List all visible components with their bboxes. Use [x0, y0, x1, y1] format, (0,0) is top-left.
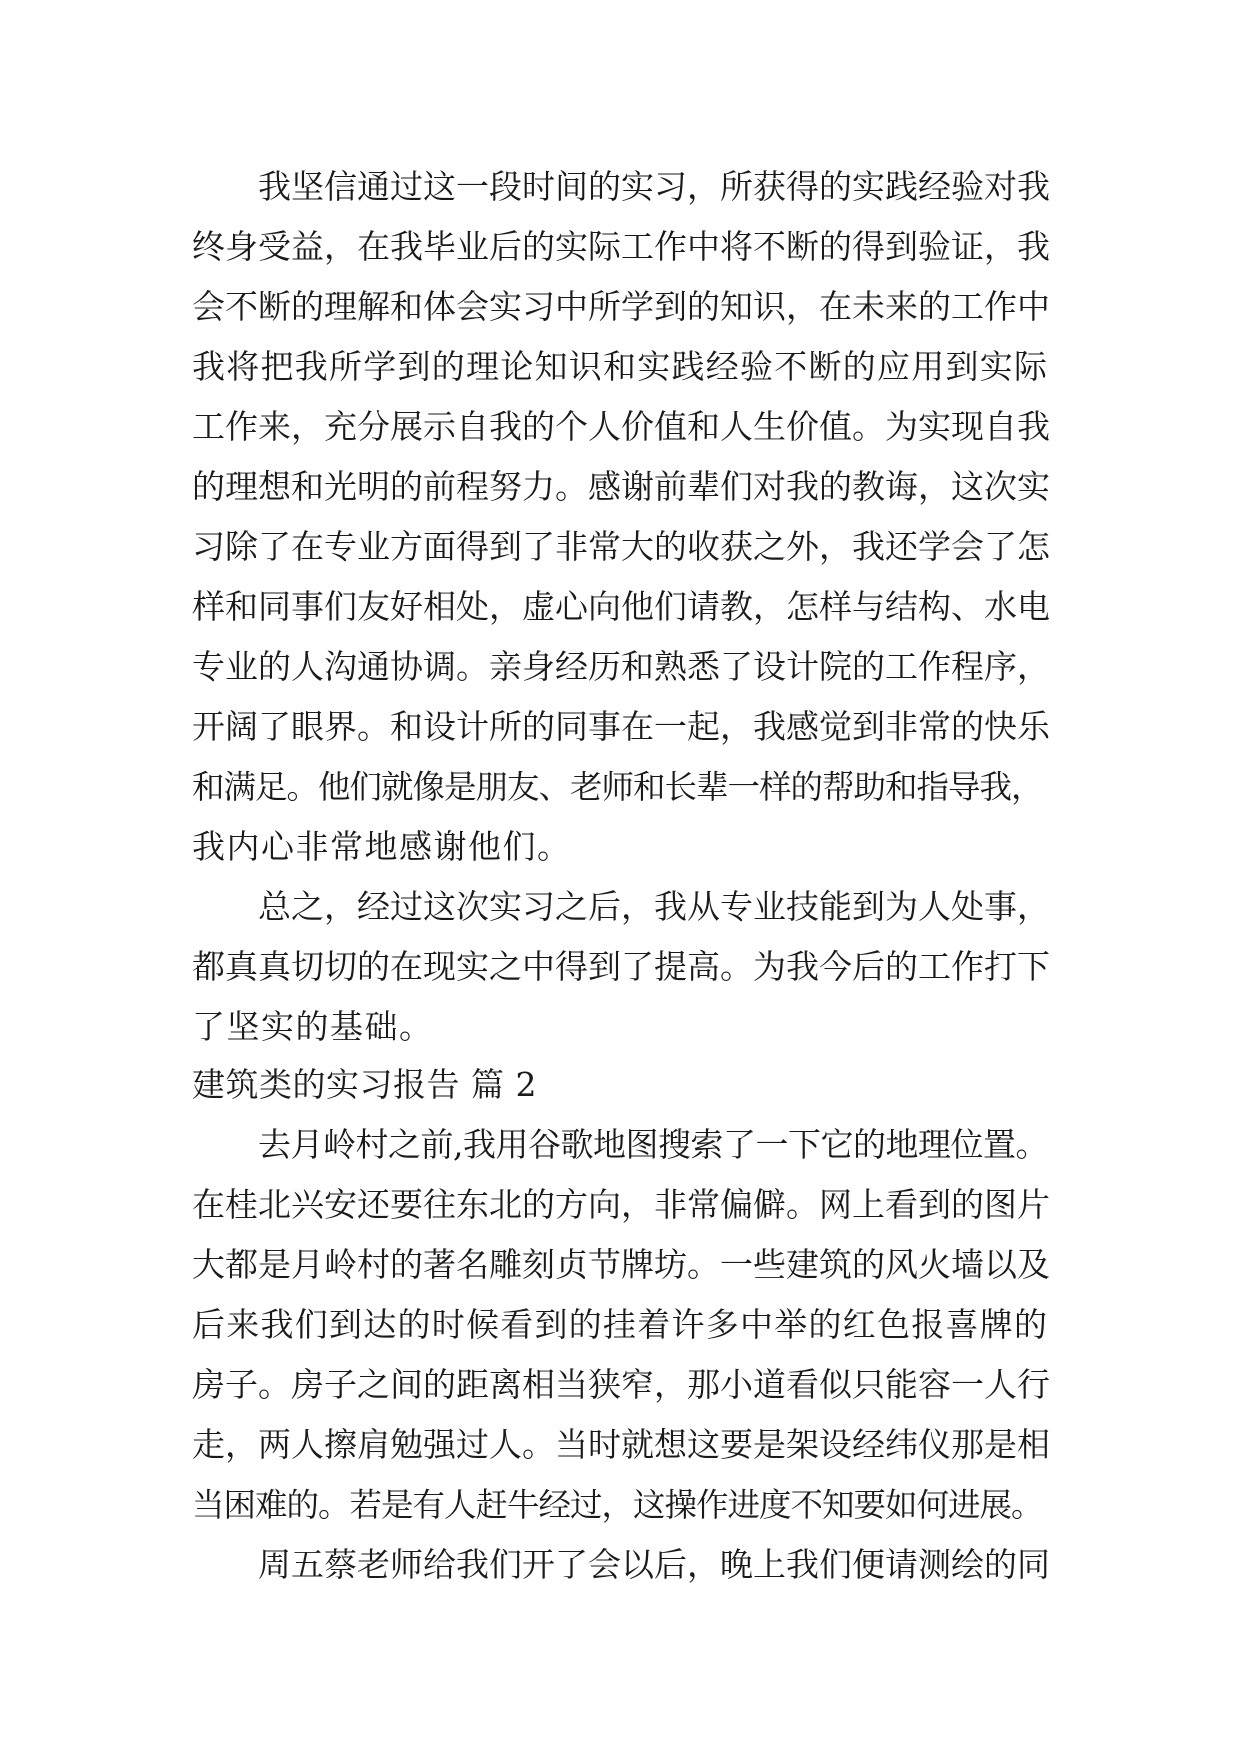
paragraph-line: 习除了在专业方面得到了非常大的收获之外，我还学会了怎 [192, 527, 1050, 566]
paragraph-line: 我将把我所学到的理论知识和实践经验不断的应用到实际 [192, 347, 1049, 386]
paragraph-line: 后来我们到达的时候看到的挂着许多中举的红色报喜牌的 [192, 1305, 1049, 1344]
paragraph-line: 样和同事们友好相处，虚心向他们请教，怎样与结构、水电 [192, 587, 1050, 626]
paragraph-line: 和满足。他们就像是朋友、老师和长辈一样的帮助和指导我， [192, 768, 1043, 806]
paragraph-line: 终身受益，在我毕业后的实际工作中将不断的得到验证，我 [192, 227, 1050, 266]
paragraph-line: 在桂北兴安还要往东北的方向，非常偏僻。网上看到的图片 [192, 1185, 1050, 1224]
paragraph-line: 当困难的。若是有人赶牛经过，这操作进度不知要如何进展。 [192, 1486, 1043, 1524]
paragraph-line: 了坚实的基础。 [192, 1007, 434, 1046]
paragraph-line: 工作来，充分展示自我的个人价值和人生价值。为实现自我 [192, 407, 1050, 446]
paragraph-line: 开阔了眼界。和设计所的同事在一起，我感觉到非常的快乐 [192, 707, 1050, 746]
paragraph-line: 都真真切切的在现实之中得到了提高。为我今后的工作打下 [192, 947, 1050, 986]
paragraph-line: 房子。房子之间的距离相当狭窄，那小道看似只能容一人行 [192, 1365, 1050, 1404]
paragraph-line: 我坚信通过这一段时间的实习，所获得的实践经验对我 [258, 167, 1050, 206]
paragraph-line: 大都是月岭村的著名雕刻贞节牌坊。一些建筑的风火墙以及 [192, 1245, 1050, 1284]
paragraph-line: 总之，经过这次实习之后，我从专业技能到为人处事， [258, 887, 1050, 926]
section-heading: 建筑类的实习报告 篇 2 [192, 1065, 537, 1104]
paragraph-line: 周五蔡老师给我们开了会以后，晚上我们便请测绘的同 [258, 1545, 1050, 1584]
paragraph-line: 我内心非常地感谢他们。 [192, 827, 572, 866]
paragraph-line: 去月岭村之前,我用谷歌地图搜索了一下它的地理位置。 [258, 1125, 1048, 1164]
paragraph-line: 专业的人沟通协调。亲身经历和熟悉了设计院的工作程序， [192, 647, 1050, 686]
paragraph-line: 的理想和光明的前程努力。感谢前辈们对我的教诲，这次实 [192, 467, 1050, 506]
paragraph-line: 会不断的理解和体会实习中所学到的知识，在未来的工作中 [192, 287, 1050, 326]
paragraph-line: 走，两人擦肩勉强过人。当时就想这要是架设经纬仪那是相 [192, 1425, 1050, 1464]
